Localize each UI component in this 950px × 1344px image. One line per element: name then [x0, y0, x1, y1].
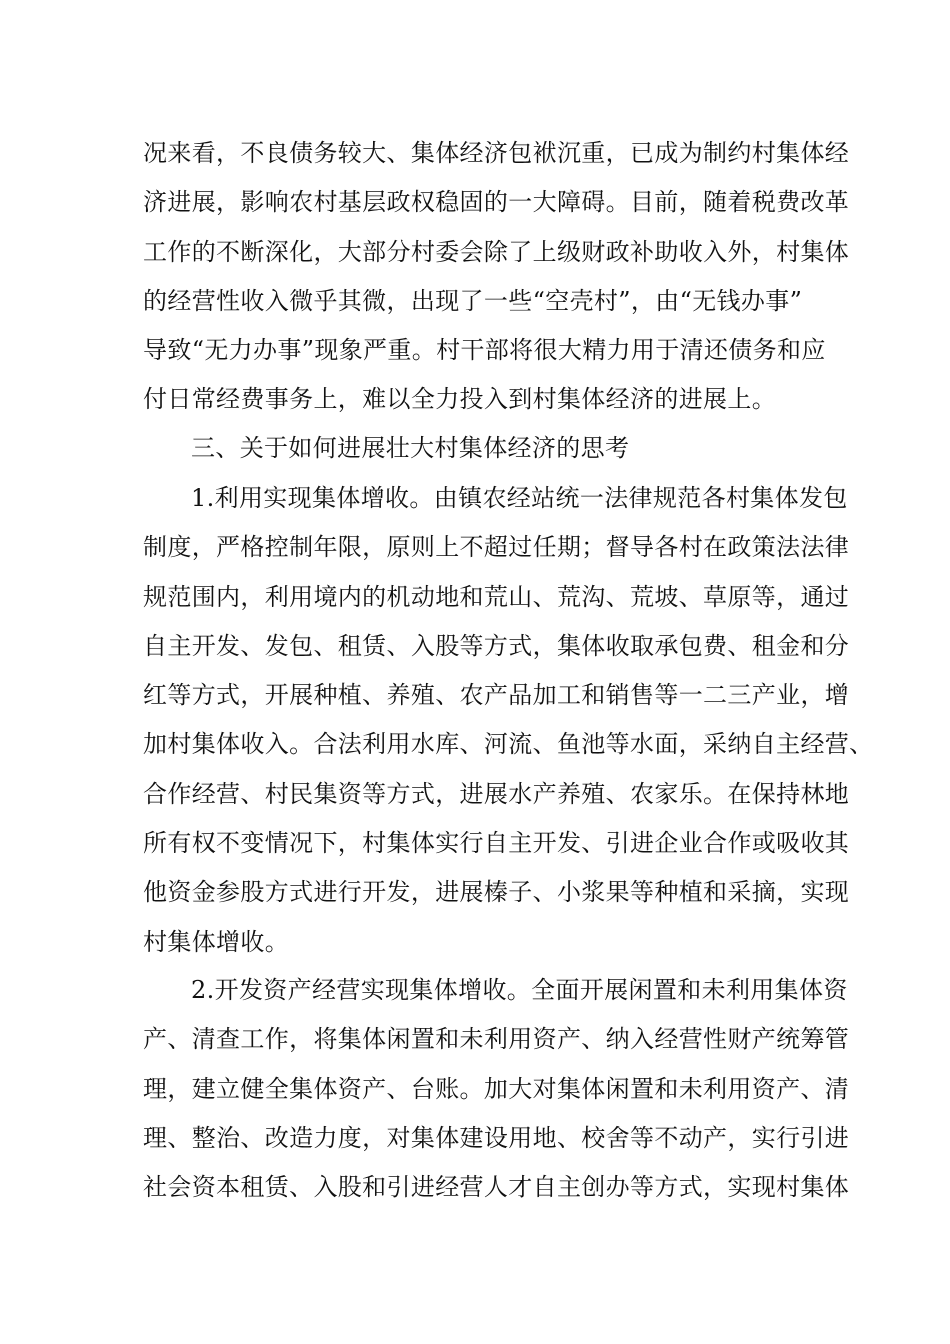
text-line: 他资金参股方式进行开发，进展榛子、小浆果等种植和采摘，实现: [143, 878, 850, 907]
text-line: 2.开发资产经营实现集体增收。全面开展闲置和未利用集体资: [191, 976, 848, 1004]
text-line: 的经营性收入微乎其微，出现了一些“空壳村”，由“无钱办事”: [143, 286, 803, 315]
text-line: 1.利用实现集体增收。由镇农经站统一法律规范各村集体发包: [191, 484, 848, 512]
text-line: 况来看，不良债务较大、集体经济包袱沉重，已成为制约村集体经: [143, 139, 850, 167]
text-line: 工作的不断深化，大部分村委会除了上级财政补助收入外，村集体: [143, 237, 850, 266]
text-line: 社会资本租赁、入股和引进经营人才自主创办等方式，实现村集体: [143, 1173, 850, 1202]
text-line: 规范围内，利用境内的机动地和荒山、荒沟、荒坡、草原等，通过: [143, 582, 850, 611]
text-line: 合作经营、村民集资等方式，进展水产养殖、农家乐。在保持林地: [143, 779, 850, 808]
text-line: 付日常经费事务上，难以全力投入到村集体经济的进展上。: [143, 385, 777, 414]
text-line: 所有权不变情况下，村集体实行自主开发、引进企业合作或吸收其: [143, 829, 850, 858]
paragraph-debt-situation: [143, 129, 850, 425]
text-line: 产、清查工作，将集体闲置和未利用资产、纳入经营性财产统筹管: [143, 1025, 850, 1054]
section-heading-text: 三、关于如何进展壮大村集体经济的思考: [191, 434, 630, 462]
text-line: 导致“无力办事”现象严重。村干部将很大精力用于清还债务和应: [143, 336, 826, 365]
text-line: 理、整治、改造力度，对集体建设用地、校舍等不动产，实行引进: [143, 1123, 850, 1152]
text-line: 自主开发、发包、租赁、入股等方式，集体收取承包费、租金和分: [143, 631, 850, 660]
section-heading-three: [143, 424, 833, 473]
text-line: 红等方式，开展种植、养殖、农产品加工和销售等一二三产业，增: [143, 681, 850, 710]
text-line: 村集体增收。: [143, 927, 290, 956]
text-line: 济进展，影响农村基层政权稳固的一大障碍。目前，随着税费改革: [143, 188, 850, 217]
text-line: 理，建立健全集体资产、台账。加大对集体闲置和未利用资产、清: [143, 1074, 850, 1103]
text-line: 加村集体收入。合法利用水库、河流、鱼池等水面，采纳自主经营、: [143, 730, 874, 759]
paragraph-item-1: [143, 474, 874, 967]
text-line: 制度，严格控制年限，原则上不超过任期；督导各村在政策法法律: [143, 533, 850, 562]
paragraph-item-2: [143, 966, 850, 1212]
